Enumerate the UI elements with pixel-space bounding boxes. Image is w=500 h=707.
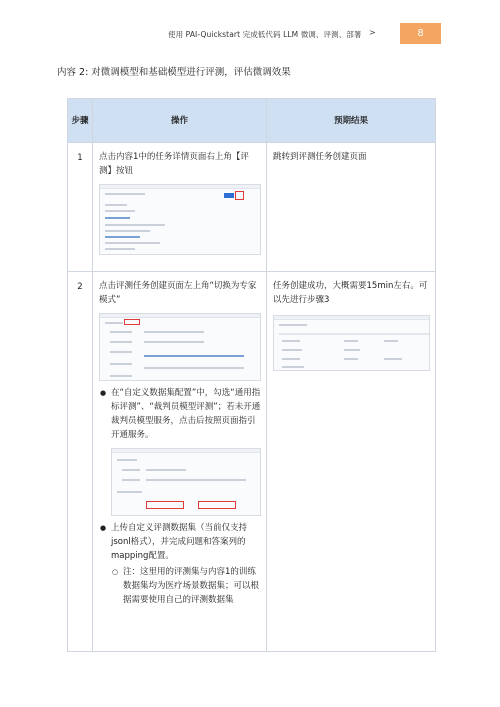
header-arrow: > [369, 28, 376, 37]
table-header-row [68, 99, 436, 143]
step-number: 1 [68, 143, 93, 272]
bullet-text: 上传自定义评测数据集（当前仅支持jsonl格式），并完成问题和答案列的mapping配置。 [111, 523, 248, 561]
table-row [68, 143, 436, 272]
expected-cell: 跳转到评测任务创建页面 [267, 143, 436, 272]
sub-bullets [111, 565, 261, 607]
screenshot-task-created [273, 315, 430, 371]
section-title: 内容 2: 对微调模型和基础模型进行评测，评估微调效果 [57, 67, 291, 78]
operation-cell [93, 143, 267, 272]
operation-bullets [99, 386, 261, 442]
screenshot-task-detail [99, 184, 261, 255]
steps-table [67, 98, 436, 652]
screenshot-expert-mode [99, 313, 261, 381]
page-number: 8 [417, 28, 424, 39]
operation-cell [93, 272, 267, 652]
step-number: 2 [68, 272, 93, 652]
header-step: 步骤 [68, 99, 93, 143]
header-title: 使用 PAI-Quickstart 完成低代码 LLM 微调、评测、部署 [168, 30, 362, 39]
operation-bullets [99, 521, 261, 607]
expected-cell [267, 272, 436, 652]
screenshot-dataset-config [111, 448, 261, 516]
table-row [68, 272, 436, 652]
bullet-item [99, 521, 261, 607]
page-header [0, 26, 500, 46]
operation-text: 点击内容1中的任务详情页面右上角【评测】按钮 [99, 152, 249, 176]
bullet-item: ● 在“自定义数据集配置”中，勾选“通用指标评测”、“裁判员模型评测”；若未开通裁判员模型服务，点击后按照页面指引开通服务。 [99, 386, 261, 442]
operation-text: 点击评测任务创建页面左上角“切换为专家模式” [99, 281, 257, 305]
header-expected: 预期结果 [267, 99, 436, 143]
header-operation: 操作 [93, 99, 267, 143]
expected-text: 任务创建成功，大概需要15min左右。可以先进行步骤3 [273, 281, 428, 305]
page-number-badge [400, 23, 441, 44]
sub-bullet-item: ○ 注：这里用的评测集与内容1的训练数据集均为医疗场景数据集；可以根据需要使用自己的评测数据集 [111, 565, 261, 607]
